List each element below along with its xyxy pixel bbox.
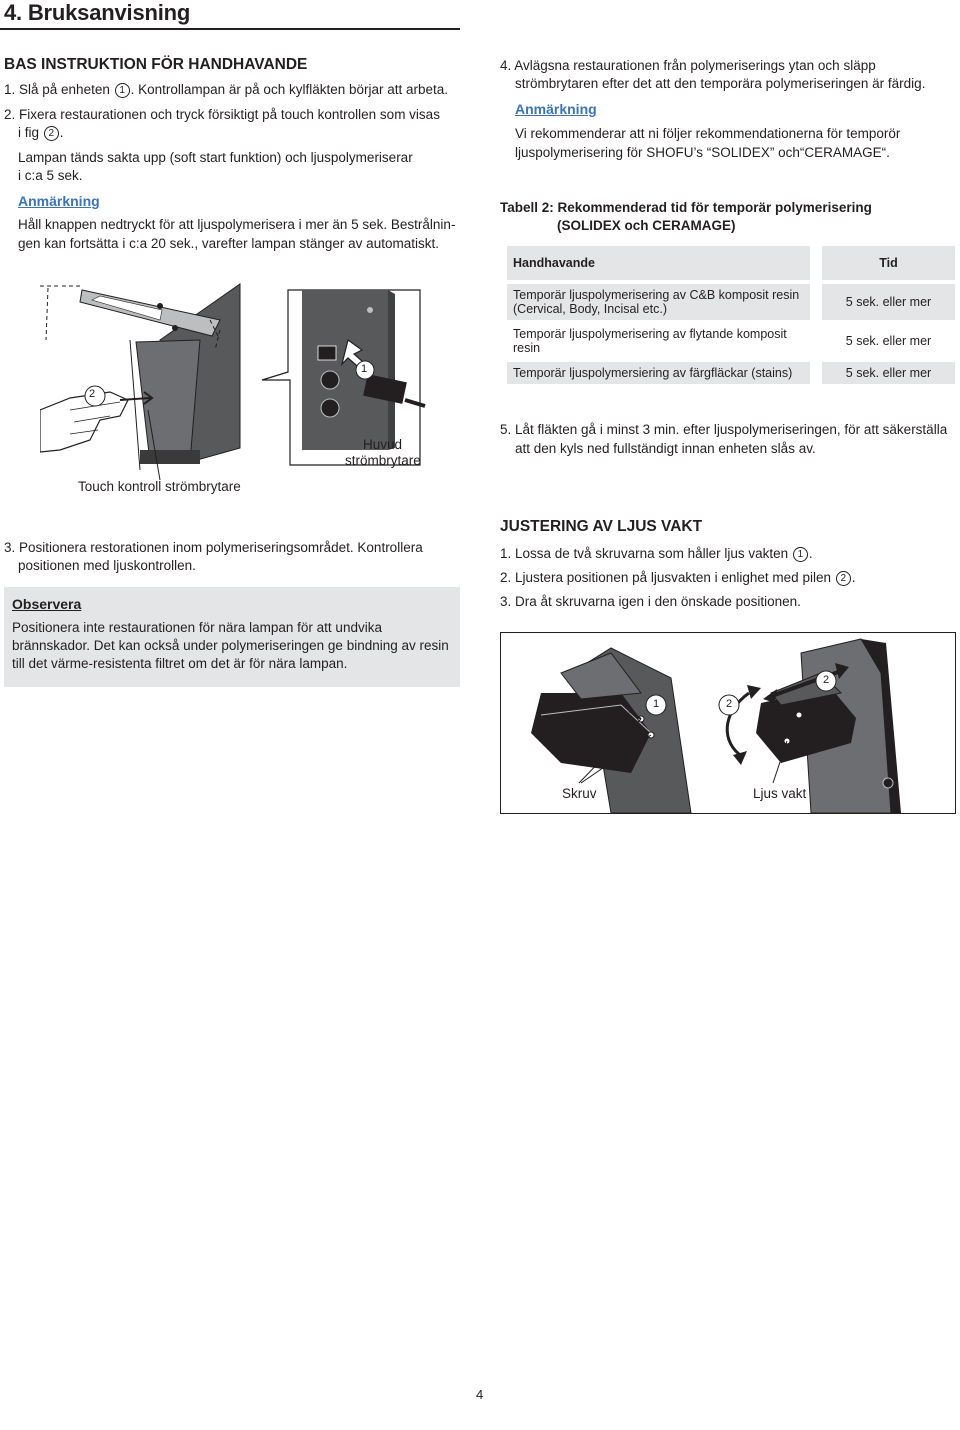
basic-note-line1: Håll knappen nedtryckt för att ljuspolymerisera i mer än 5 sek. Bestrålnin- — [18, 217, 456, 232]
table-cell-operation — [507, 284, 810, 320]
basic-step2-text-b: i fig — [18, 125, 40, 140]
adjust-heading: JUSTERING AV LJUS VAKT — [500, 518, 703, 535]
figure-light-guard — [500, 632, 956, 814]
adjust-step1-text-b: . — [808, 546, 813, 561]
figure1-label-main-switch-1: Huvud — [363, 437, 403, 452]
step4-note-line2: ljuspolymerisering för SHOFU’s “SOLIDEX” och“CERAMAGE“. — [515, 145, 890, 160]
observe-box — [4, 587, 460, 687]
basic-note-label: Anmärkning — [18, 193, 100, 209]
table-row — [507, 362, 955, 384]
basic-step2-line3: Lampan tänds sakta upp (soft start funktion) och ljuspolymeriserar — [18, 150, 413, 165]
table-row3-op-line1: Temporär ljuspolymersiering av färgfläckar (stains) — [507, 362, 810, 384]
title-rule — [0, 28, 460, 30]
table-row — [507, 324, 955, 358]
basic-step1 — [4, 81, 448, 99]
table-header-operation: Handhavande — [507, 246, 810, 280]
recommendation-table — [507, 246, 955, 384]
figure1-label-main-switch-2: strömbrytare — [345, 453, 421, 468]
adjust-step2-text-b: . — [851, 570, 856, 585]
basic-step1-text-b: . Kontrollampan är på och kylfläkten börjar att arbeta. — [130, 82, 449, 97]
adjust-step2-text-a: 2. Ljustera positionen på ljusvakten i enlighet med pilen — [500, 570, 831, 585]
basic-step1-text-a: 1. Slå på enheten — [4, 82, 110, 97]
step3-line2: positionen med ljuskontrollen. — [18, 558, 196, 573]
step4-line2: strömbrytaren efter det att den temporära polymeriseringen är färdig. — [515, 76, 926, 91]
step3-line1: 3. Positionera restorationen inom polymeriseringsområdet. Kontrollera — [4, 540, 423, 555]
adjust-circle-2: 2 — [836, 571, 851, 586]
figure2-label-guard: Ljus vakt — [753, 786, 807, 801]
figure2-label-screw: Skruv — [562, 786, 597, 801]
observe-line2: brännskador. Det kan också under polymeriseringen ge bindning av resin — [12, 638, 449, 653]
adjust-step2 — [500, 569, 856, 587]
table-header-time: Tid — [822, 246, 955, 280]
page-title: 4. Bruksanvisning — [4, 0, 191, 25]
table-row2-time: 5 sek. eller mer — [845, 334, 932, 348]
figure-touch-and-switch — [40, 280, 460, 505]
basic-step2-line1: 2. Fixera restaurationen och tryck försiktigt på touch kontrollen som visas — [4, 107, 440, 122]
figure1-label-touch: Touch kontroll strömbrytare — [78, 479, 241, 494]
observe-line1: Positionera inte restaurationen för nära lampan för att undvika — [12, 620, 382, 635]
adjust-step1-text-a: 1. Lossa de två skruvarna som håller ljus vakten — [500, 546, 789, 561]
table-header-row — [507, 246, 955, 280]
observe-line3: till det värme-resistenta filtret om det är för nära lampan. — [12, 656, 348, 671]
figure2-circle-1: 1 — [653, 698, 660, 710]
page-number: 4 — [476, 1387, 484, 1402]
basic-step2-line4: i c:a 5 sek. — [18, 168, 83, 183]
table-row1-time: 5 sek. eller mer — [822, 284, 955, 320]
circle-number-1: 1 — [115, 83, 130, 98]
step5-line2: att den kyls ned fullständigt innan enheten slås av. — [515, 441, 816, 456]
table-row — [507, 284, 955, 320]
table-row1-op-line1: Temporär ljuspolymerisering av C&B komposit resin — [513, 288, 800, 302]
adjust-step1 — [500, 545, 813, 563]
table-cell-operation — [507, 324, 810, 358]
step4-note-label: Anmärkning — [515, 101, 597, 117]
figure1-circle-1: 1 — [361, 363, 368, 375]
step4-note-line1: Vi rekommenderar att ni följer rekommendationerna för temporör — [515, 126, 901, 141]
table-row2-op-line1: Temporär ljuspolymerisering av flytande komposit — [513, 327, 787, 341]
basic-step2-line2 — [18, 124, 64, 142]
table-row1-op-line2: (Cervical, Body, Incisal etc.) — [513, 302, 667, 316]
adjust-circle-1: 1 — [793, 547, 808, 562]
circle-number-2: 2 — [44, 126, 59, 141]
step5-line1: 5. Låt fläkten gå i minst 3 min. efter ljuspolymeriseringen, för att säkerställa — [500, 422, 948, 437]
observe-label: Observera — [12, 596, 82, 612]
figure1-circle-2: 2 — [89, 388, 96, 400]
figure2-circle-2b: 2 — [823, 674, 830, 686]
table-row2-op-line2: resin — [513, 341, 541, 355]
adjust-step3: 3. Dra åt skruvarna igen i den önskade positionen. — [500, 594, 801, 609]
figure2-circle-2a: 2 — [726, 698, 733, 710]
basic-note-line2: gen kan fortsätta i c:a 20 sek., varefter lampan stänger av automatiskt. — [18, 236, 439, 251]
table-row3-time: 5 sek. eller mer — [822, 362, 955, 384]
table-title-line2: (SOLIDEX och CERAMAGE) — [557, 218, 736, 233]
step4-line1: 4. Avlägsna restaurationen från polymeriserings ytan och släpp — [500, 58, 876, 73]
table-title-line1: Tabell 2: Rekommenderad tid för temporär polymerisering — [500, 200, 872, 215]
device-illustration-1 — [40, 280, 460, 505]
basic-step2-text-c: . — [59, 125, 64, 140]
basic-heading: BAS INSTRUKTION FÖR HANDHAVANDE — [4, 56, 308, 73]
